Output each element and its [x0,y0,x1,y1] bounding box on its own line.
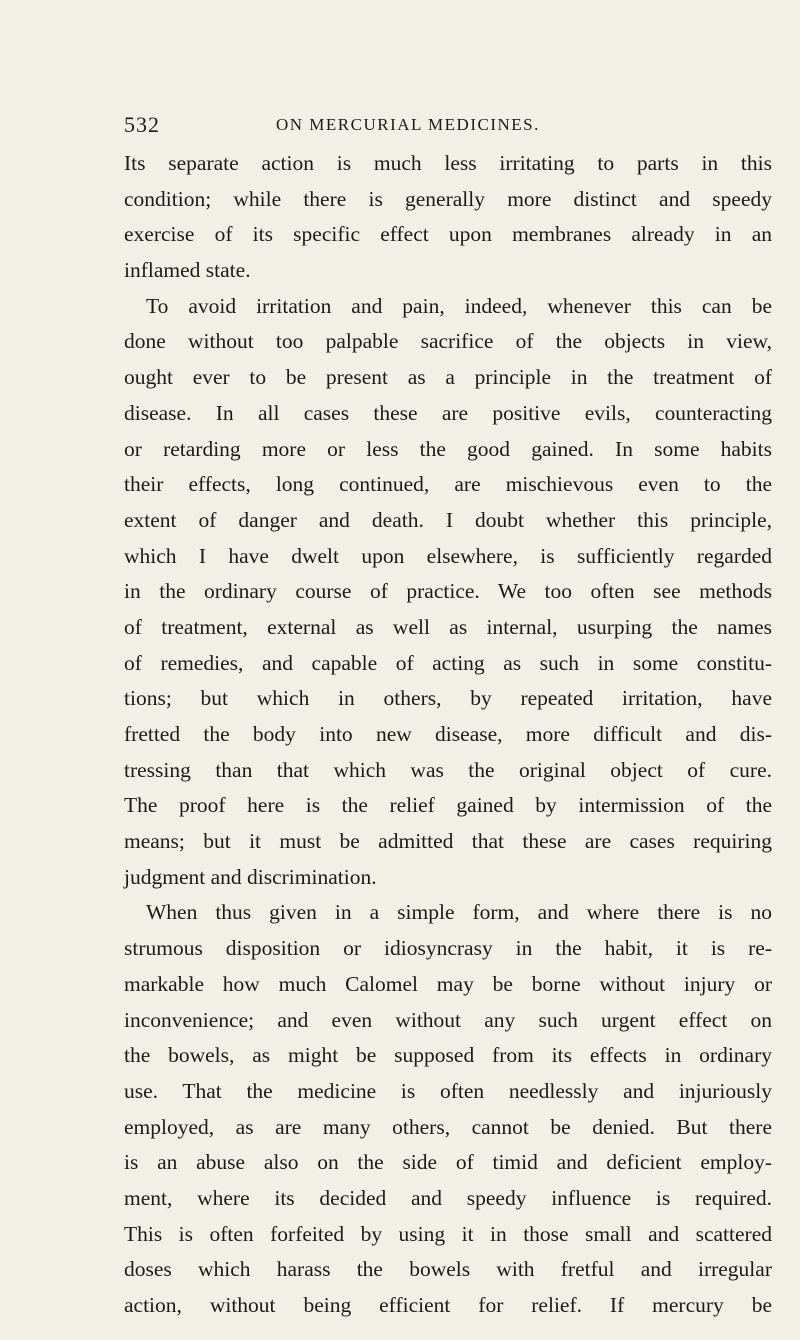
text-line: doses which harass the bowels with fretful and irregular [124,1257,772,1282]
text-line: in the ordinary course of practice. We too often see methods [124,579,772,604]
text-line: inconvenience; and even without any such urgent effect on [124,1007,772,1032]
text-line: ought ever to be present as a principle in the treatment of [124,365,772,390]
text-line: This is often forfeited by using it in those small and scattered [124,1221,772,1246]
text-line: the bowels, as might be supposed from its effects in ordinary [124,1043,772,1068]
text-line: The proof here is the relief gained by intermission of the [124,793,772,818]
text-line: judgment and discrimination. [124,864,377,889]
text-line: inflamed state. [124,258,251,283]
text-line: strumous disposition or idiosyncrasy in the habit, it is re- [124,936,772,961]
text-line: action, without being efficient for relief. If mercury be [124,1293,772,1317]
text-line: done without too palpable sacrifice of the objects in view, [124,329,772,354]
text-line: disease. In all cases these are positive evils, counteracting [124,400,772,425]
text-line: of treatment, external as well as internal, usurping the names [124,614,772,639]
text-line: which I have dwelt upon elsewhere, is sufficiently regarded [124,543,772,568]
text-line: tions; but which in others, by repeated irritation, have [124,686,772,711]
text-line: markable how much Calomel may be borne without injury or [124,971,772,996]
page-header [124,112,776,142]
text-line: is an abuse also on the side of timid and deficient employ- [124,1150,772,1175]
text-line: When thus given in a simple form, and where there is no [146,900,772,925]
text-line: extent of danger and death. I doubt whether this principle, [124,507,772,532]
text-line: condition; while there is generally more distinct and speedy [124,186,772,211]
text-line: To avoid irritation and pain, indeed, whenever this can be [146,293,772,318]
text-line: means; but it must be admitted that these are cases requiring [124,829,772,854]
page-number: 532 [124,112,160,137]
text-line: ment, where its decided and speedy influence is required. [124,1185,772,1210]
text-line: Its separate action is much less irritating to parts in this [124,151,772,175]
running-title: ON MERCURIAL MEDICINES. [276,115,540,134]
text-line: exercise of its specific effect upon membranes already in an [124,222,772,247]
text-line: or retarding more or less the good gained. In some habits [124,436,772,461]
text-line: their effects, long continued, are mischievous even to the [124,472,772,497]
text-line: employed, as are many others, cannot be denied. But there [124,1114,772,1139]
text-line: fretted the body into new disease, more difficult and dis- [124,722,772,746]
text-line: use. That the medicine is often needlessly and injuriously [124,1078,772,1103]
text-line: of remedies, and capable of acting as such in some constitu- [124,650,772,675]
text-line: tressing than that which was the original object of cure. [124,757,772,782]
body-text [124,146,772,1324]
